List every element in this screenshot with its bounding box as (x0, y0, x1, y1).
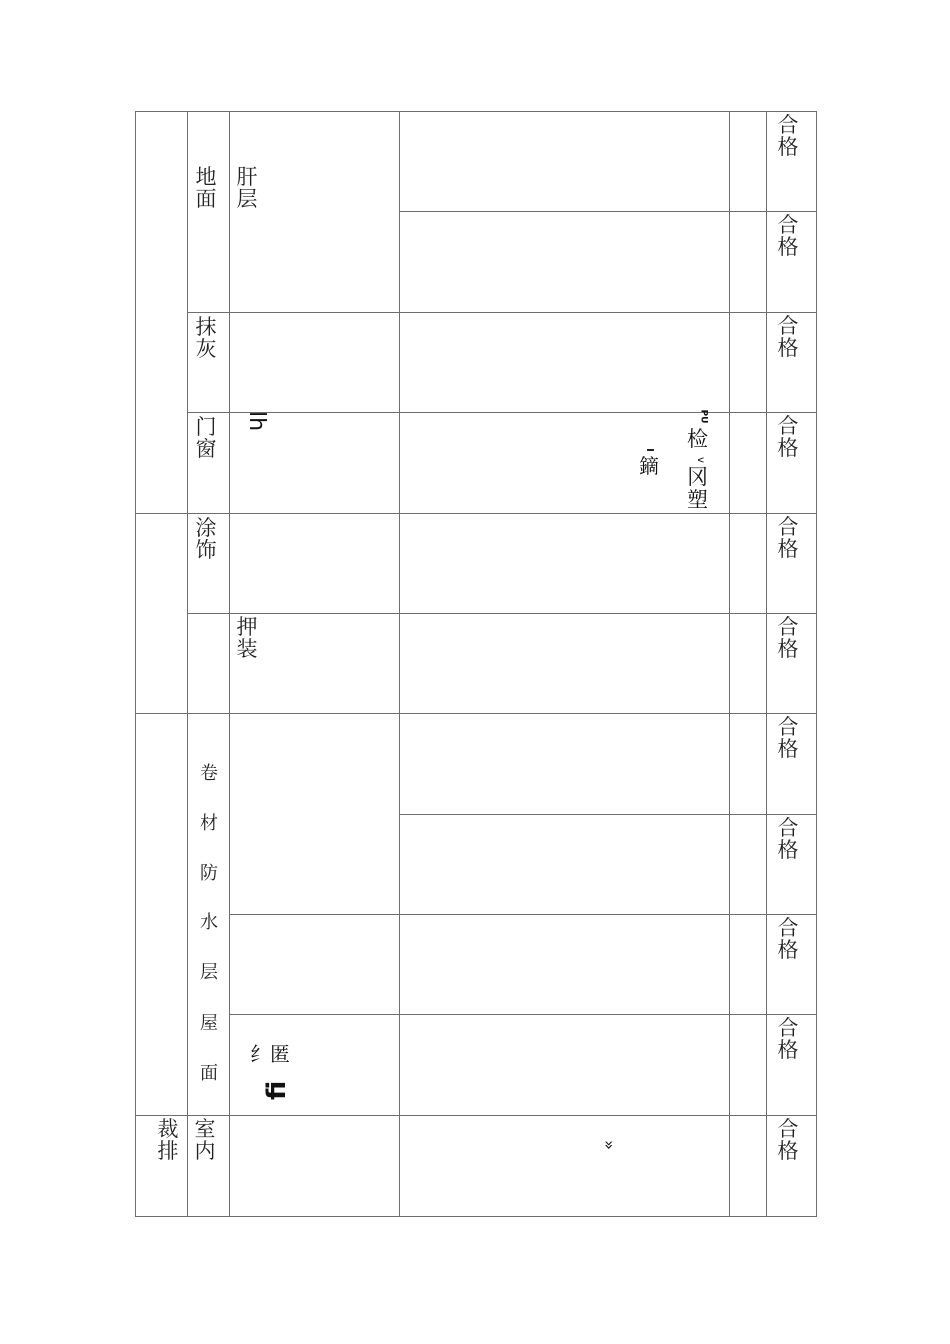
result-cell: 合格 (777, 916, 799, 962)
table-top-border (135, 111, 817, 112)
row-divider (135, 513, 817, 514)
item-label: 抹灰 (195, 315, 217, 361)
result-cell: 合格 (777, 615, 799, 661)
column-divider (229, 613, 230, 1216)
item-vertical-char: 防 (200, 863, 218, 884)
scan-mark-small: v (694, 457, 706, 463)
result-cell: 合格 (777, 816, 799, 862)
result-cell: 合格 (777, 113, 799, 159)
scan-mark: 塑 (687, 488, 708, 512)
rotated-scan-mark: fi (262, 1080, 292, 1100)
scan-dash (647, 449, 654, 451)
table-left-border (135, 111, 136, 1216)
scan-mark: 鏑 (639, 454, 659, 478)
row-divider (399, 211, 817, 212)
row-divider (399, 814, 817, 815)
table-right-border (816, 111, 817, 1216)
rotated-scan-mark: lh (244, 411, 269, 432)
column-divider (229, 111, 230, 613)
result-cell: 合格 (777, 414, 799, 460)
row-divider (187, 412, 817, 413)
item-label: 涂饰 (195, 516, 217, 562)
item-vertical-char: 屋 (200, 1013, 218, 1034)
chevron-down-icon: » (599, 1140, 619, 1150)
column-divider (766, 111, 767, 1216)
scan-mark: 检 (687, 427, 708, 451)
result-cell: 合格 (777, 213, 799, 259)
item-vertical-char: 材 (200, 813, 218, 834)
scan-mark-small: PU (698, 409, 709, 424)
item-vertical-char: 卷 (200, 763, 218, 784)
item-vertical-char: 水 (200, 912, 218, 933)
table-bottom-border (135, 1216, 817, 1217)
item-vertical-char: 层 (200, 962, 218, 983)
item-label: 门窗 (195, 415, 217, 461)
result-cell: 合格 (777, 1016, 799, 1062)
column-divider (729, 111, 730, 1216)
group-label: 裁排 (157, 1117, 179, 1163)
result-cell: 合格 (777, 1117, 799, 1163)
sub-label: 押装 (236, 615, 258, 661)
sub-label: 纟匿 (250, 1042, 290, 1066)
sub-label: 肝层 (236, 165, 258, 211)
row-divider (187, 613, 817, 614)
row-divider (135, 713, 817, 714)
column-divider (399, 111, 400, 1216)
item-label: 地面 (195, 165, 217, 211)
scan-mark: 冈 (687, 465, 708, 489)
result-cell: 合格 (777, 715, 799, 761)
result-cell: 合格 (777, 314, 799, 360)
item-label: 室内 (194, 1117, 216, 1163)
row-divider (187, 312, 817, 313)
row-divider (135, 1115, 817, 1116)
result-cell: 合格 (777, 515, 799, 561)
column-divider (187, 111, 188, 1216)
item-vertical-char: 面 (200, 1063, 218, 1084)
